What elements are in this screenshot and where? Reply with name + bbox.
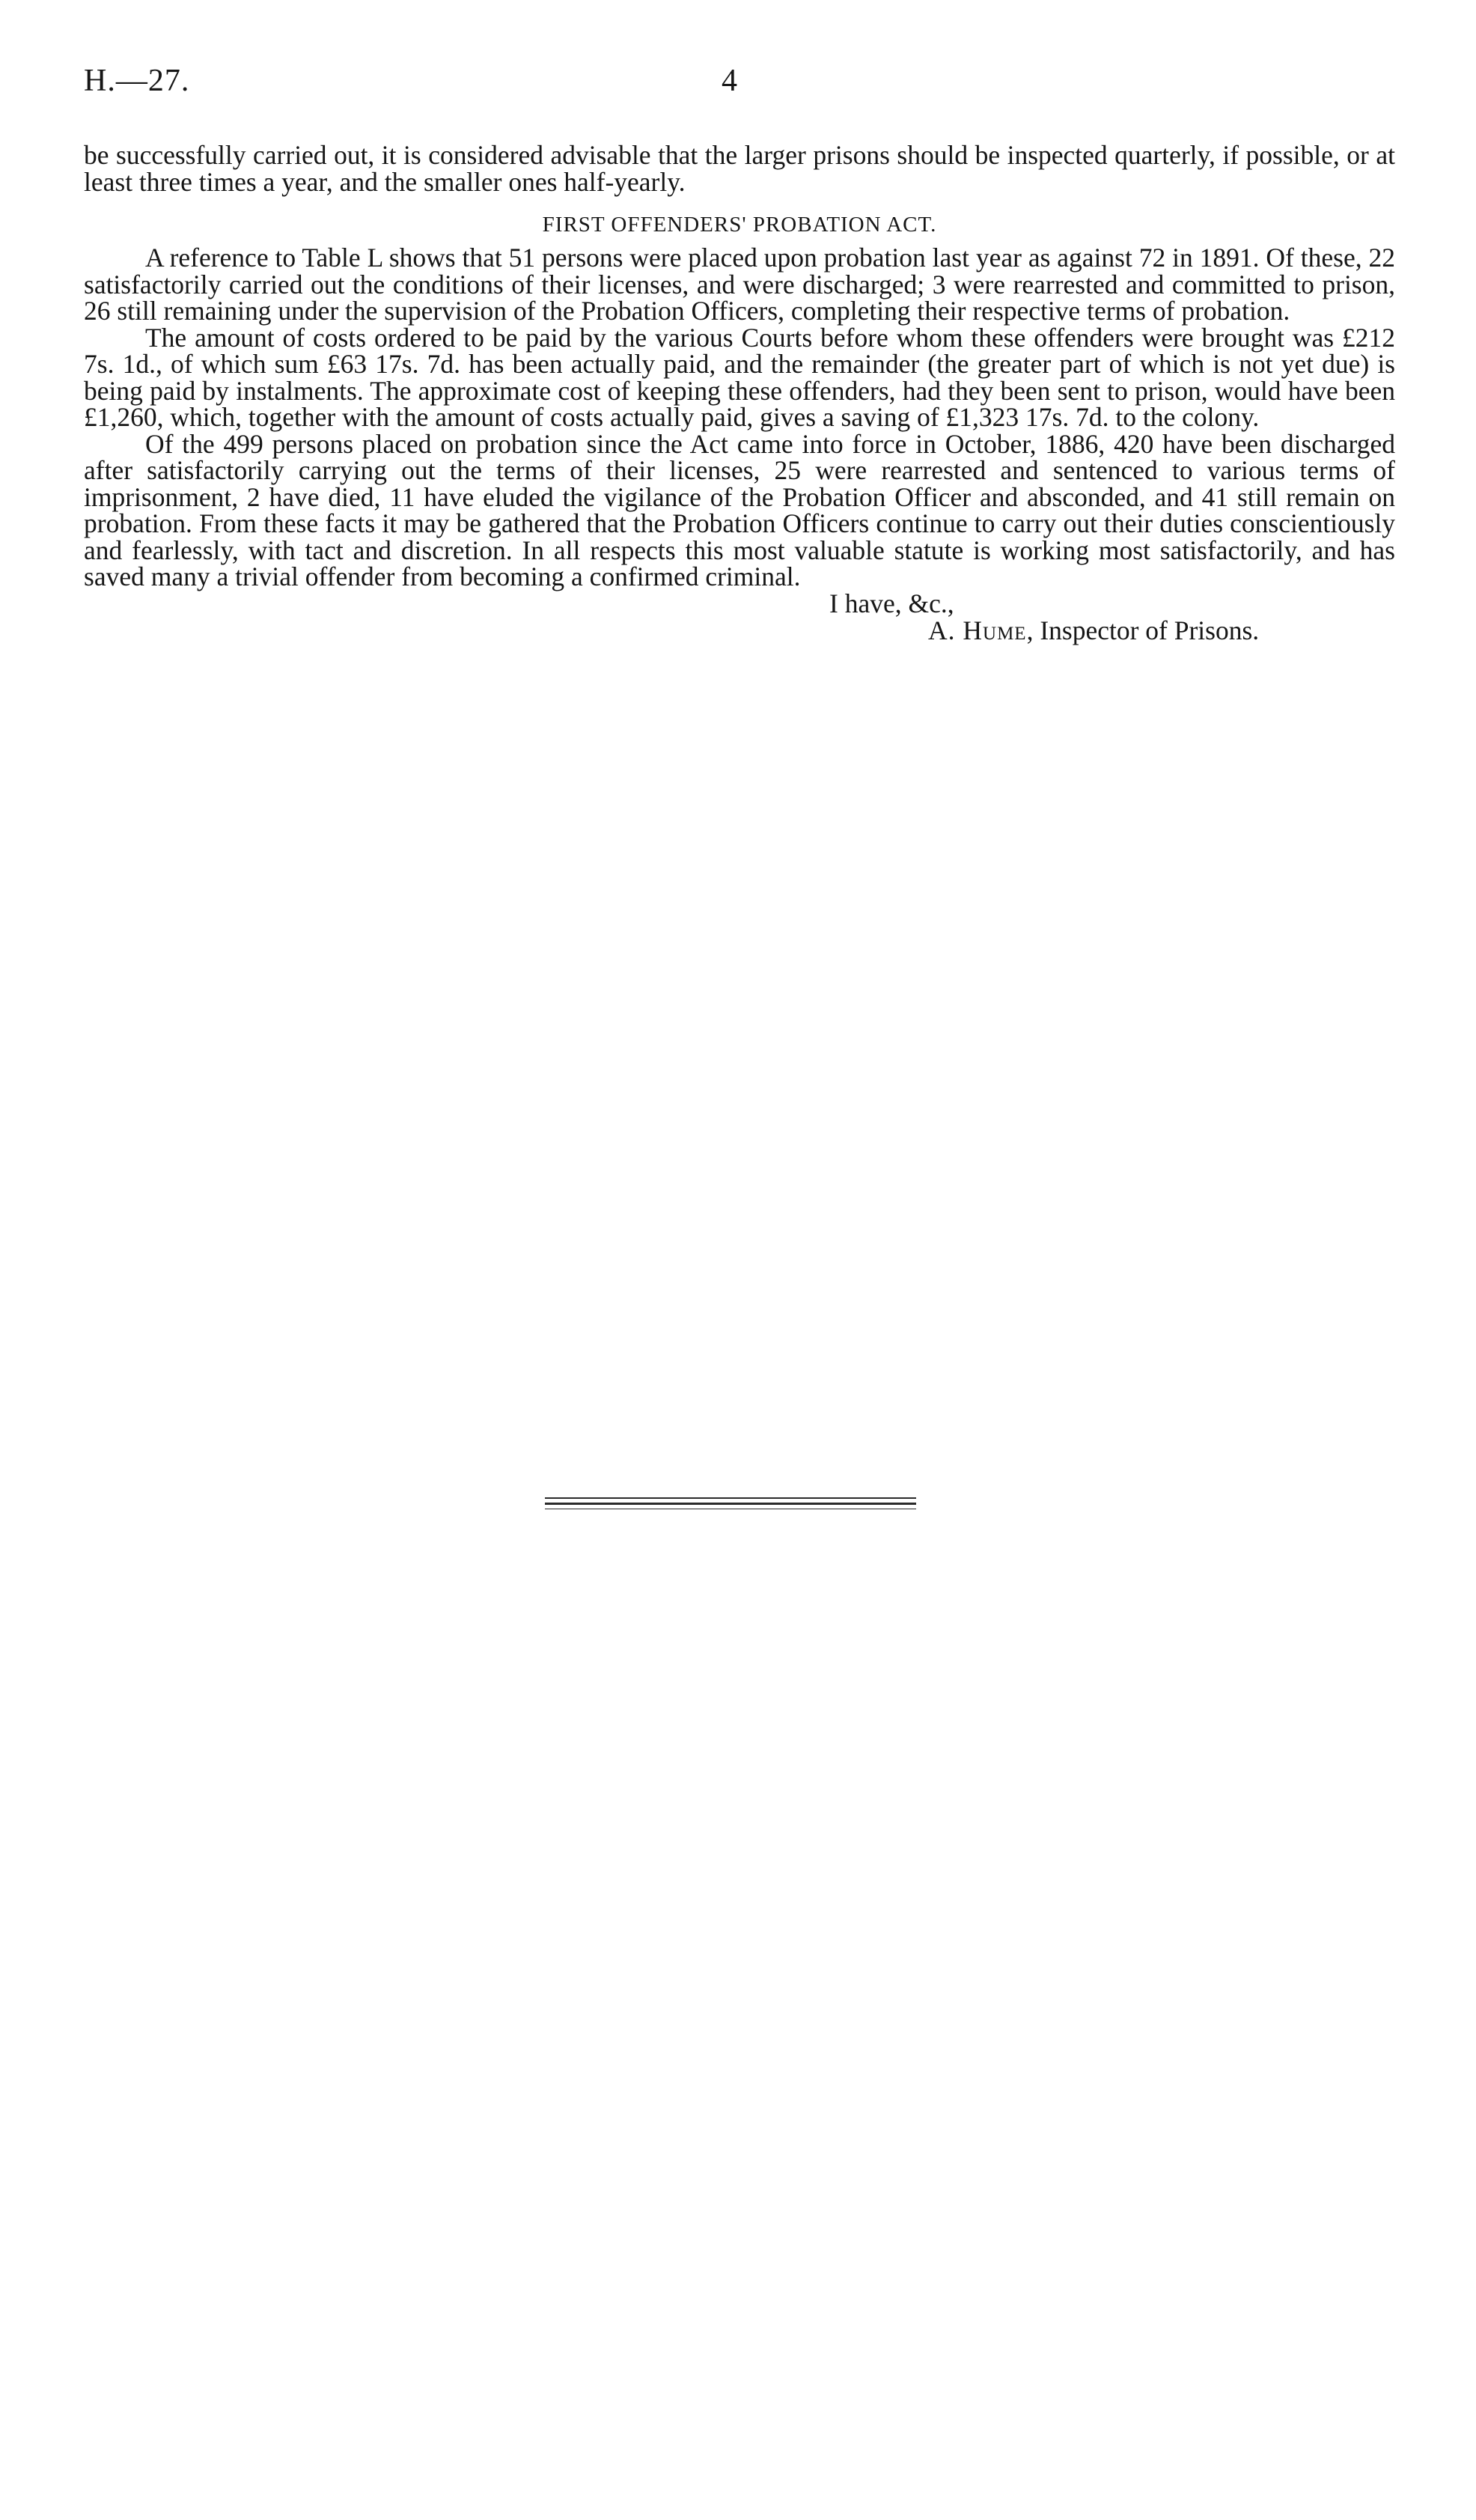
- end-rule-middle: [545, 1503, 916, 1505]
- section-heading: FIRST OFFENDERS' PROBATION ACT.: [542, 213, 937, 237]
- report-body: [84, 142, 1395, 644]
- page-header: [84, 63, 1395, 108]
- document-reference: H.—27.: [84, 64, 190, 98]
- signature-line: [84, 617, 1395, 644]
- totals-paragraph: Of the 499 persons placed on probation since the Act came into force in October, 1886, 420 have been discharged after satisfactorily carrying out the terms of their licenses, 25 were rearrested and sentenced to various terms of imprisonment, 2 have died, 11 have eluded the vigilance of the Probation Officer and absconded, and 41 still remain on probation. From these facts it may be gathered that the Probation Officers continue to carry out their duties conscientiously and fearlessly, with tact and discretion. In all respects this most valuable statute is working most satisfactorily, and has saved many a trivial offender from becoming a confirmed criminal.: [84, 428, 1395, 591]
- end-rule-top: [545, 1497, 916, 1499]
- page-number: 4: [722, 64, 737, 98]
- closing-salutation: I have, &c.,: [829, 588, 954, 618]
- signatory-title: , Inspector of Prisons.: [1026, 615, 1260, 645]
- continuation-paragraph: be successfully carried out, it is considered advisable that the larger prisons should be inspected quarterly, if possible, or at least three times a year, and the smaller ones half-yearly.: [84, 140, 1395, 197]
- signatory-name: A. Hume: [928, 615, 1027, 645]
- costs-paragraph: The amount of costs ordered to be paid by the various Courts before whom these offenders were brought was £212 7s. 1d., of which sum £63 17s. 7d. has been actually paid, and the remainder (the greater part of which is not yet due) is being paid by instalments. The approximate cost of keeping these offenders, had they been sent to prison, would have been £1,260, which, together with the amount of costs actually paid, gives a saving of £1,323 17s. 7d. to the colony.: [84, 322, 1395, 432]
- probation-summary-paragraph: A reference to Table L shows that 51 persons were placed upon probation last year as against 72 in 1891. Of these, 22 satisfactorily carried out the conditions of their licenses, and were discharged; 3 were rearrested and committed to prison, 26 still remaining under the supervision of the Probation Officers, completing their respective terms of probation.: [84, 243, 1395, 326]
